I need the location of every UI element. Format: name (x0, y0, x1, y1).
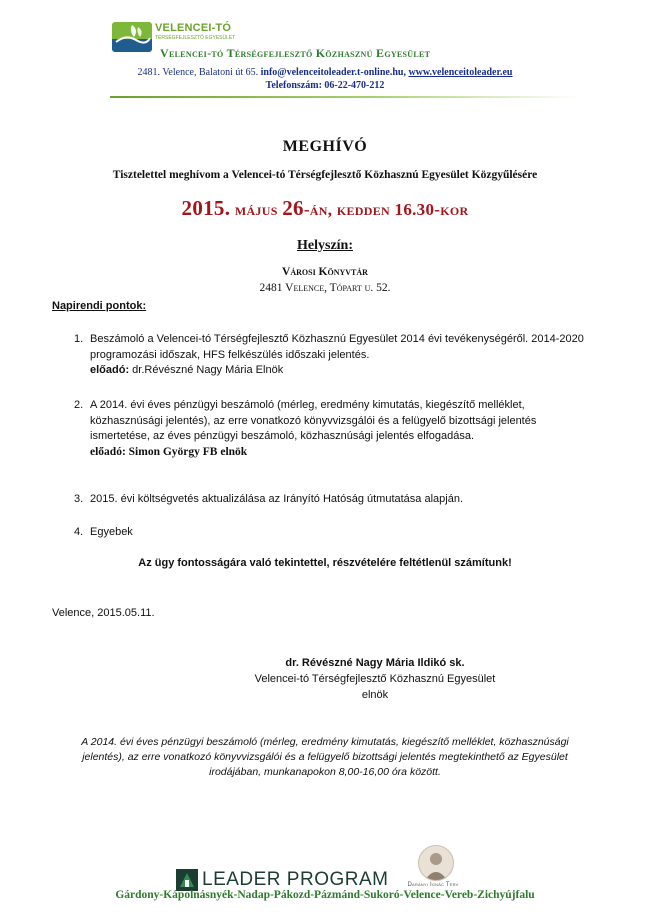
agenda-item-text: A 2014. évi éves pénzügyi beszámoló (mérleg, eredmény kimutatás, kiegészítő melléklet, közhasznúsági jelentés), az erre vonatkozó könyvvizsgálói és a felügyelő bizottsági jelentés ismertetése, az éves pénzügyi beszámoló, közhasznúsági jelentés elfogadása. (90, 399, 537, 442)
footer-note: A 2014. évi éves pénzügyi beszámoló (mérleg, eredmény kimutatás, kiegészítő melléklet, közhasznúsági jelentés), az erre vonatkozó könyvvizsgálói és a felügyelő bizottsági jelentés megtekinthető az Egyesület irodájában, munkanapokon 8,00-16,00 óra között. (81, 736, 569, 778)
closing-statement: Az ügy fontosságára való tekintettel, részvételére feltétlenül számítunk! (138, 557, 512, 569)
venue-name: Városi Könyvtár (282, 266, 368, 278)
venue-address: 2481 Velence, Tópart u. 52. (259, 282, 391, 294)
date-time-suffix: -kor (434, 200, 469, 219)
logo-name: VELENCEI-TÓ (155, 22, 232, 34)
presenter-label: előadó: (90, 445, 126, 458)
signatory-name: dr. Révészné Nagy Mária Ildikó sk. (285, 657, 465, 669)
agenda-item-number: 1. (74, 333, 84, 345)
date-time: 16.30 (394, 200, 435, 219)
leader-emblem-icon (176, 869, 198, 891)
date-day: 26 (282, 196, 304, 220)
agenda-item-number: 4. (74, 526, 84, 538)
member-villages: Gárdony-Kápolnásnyék-Nadap-Pákozd-Pázmánd-Sukoró-Velence-Vereb-Zichyújfalu (115, 889, 535, 901)
document-title: MEGHÍVÓ (282, 138, 368, 155)
agenda-item-text: Beszámoló a Velencei-tó Térségfejlesztő Közhasznú Egyesület 2014 évi tevékenységéről. 2014-2020 programozási időszak, HFS felkészülés időszaki jelentés. (90, 333, 584, 361)
organization-name: Velencei-tó Térségfejlesztő Közhasznú Egyesület (160, 46, 431, 60)
date-month: május (230, 200, 283, 219)
meeting-date (0, 196, 650, 221)
lake-logo-icon (112, 22, 152, 52)
header-divider (110, 96, 580, 98)
agenda-item (74, 492, 584, 508)
contact-line (60, 67, 590, 78)
agenda-item-number: 3. (74, 493, 84, 505)
date-day-suffix: -án, kedden (303, 200, 395, 219)
agenda-item (74, 398, 584, 460)
signatory-organization: Velencei-tó Térségfejlesztő Közhasznú Egyesület (254, 673, 496, 685)
agenda-item-presenter (90, 363, 584, 379)
agenda-item-number: 2. (74, 399, 84, 411)
agenda-item (74, 525, 584, 541)
agenda-item-text: Egyebek (90, 526, 133, 538)
organization-logo (112, 22, 152, 52)
venue-label: Helyszín: (297, 238, 353, 253)
darany-plan-logo (407, 845, 462, 888)
logo-wordmark (155, 22, 235, 41)
agenda-item-presenter (90, 445, 584, 461)
date-year: 2015. (181, 196, 231, 220)
presenter-label: előadó: (90, 364, 130, 376)
email-address[interactable]: info@velenceitoleader.t-online.hu, (260, 67, 406, 78)
leader-program-text: LEADER PROGRAM (202, 869, 389, 890)
postal-address: 2481. Velence, Balatoni út 65. (137, 67, 259, 78)
darany-plan-label: Darányi Ignác Terv (407, 882, 459, 888)
portrait-icon (418, 845, 454, 881)
invitation-text: Tisztelettel meghívom a Velencei-tó Térségfejlesztő Közhasznú Egyesület Közgyűlésére (112, 169, 538, 181)
agenda-item-text: 2015. évi költségvetés aktualizálása az Irányító Hatóság útmutatása alapján. (90, 493, 464, 505)
phone-number: Telefonszám: 06-22-470-212 (265, 80, 385, 91)
presenter-name: dr.Révészné Nagy Mária Elnök (129, 364, 284, 376)
logo-subtitle: TÉRSÉGFEJLESZTŐ EGYESÜLET (155, 35, 236, 41)
place-and-date: Velence, 2015.05.11. (52, 607, 155, 619)
presenter-name: Simon György FB elnök (125, 445, 248, 458)
agenda-item (74, 332, 584, 379)
signatory-role: elnök (361, 689, 389, 701)
agenda-heading: Napirendi pontok: (52, 300, 147, 312)
signature-block (230, 655, 520, 703)
website-link[interactable]: www.velenceitoleader.eu (408, 67, 513, 78)
